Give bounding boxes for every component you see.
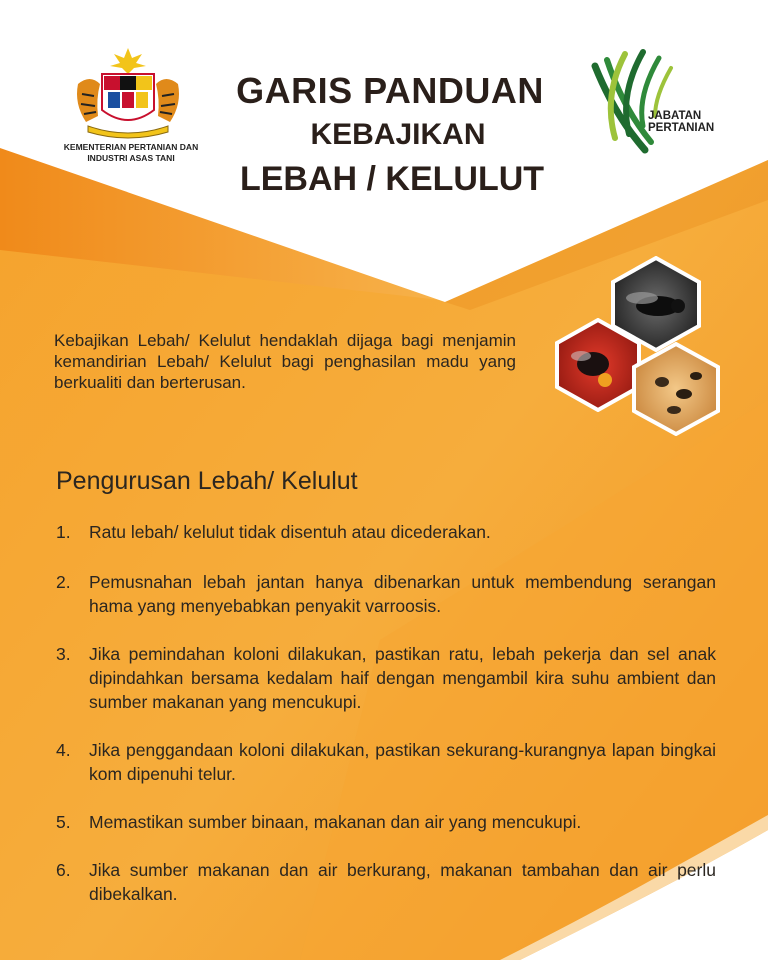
jabatan-pertanian-label xyxy=(648,110,714,134)
ministry-line-2: INDUSTRI ASAS TANI xyxy=(87,153,175,163)
item-text: Memastikan sumber binaan, makanan dan air yang mencukupi. xyxy=(89,812,582,832)
jabatan-line-2: PERTANIAN xyxy=(648,122,715,134)
coat-of-arms-icon xyxy=(68,44,188,142)
ministry-line-1: KEMENTERIAN PERTANIAN DAN xyxy=(63,142,199,152)
item-number: 2. xyxy=(56,572,71,592)
title-line-1: GARIS PANDUAN xyxy=(236,70,544,111)
section-heading: Pengurusan Lebah/ Kelulut xyxy=(56,467,358,495)
item-number: 5. xyxy=(56,812,71,832)
title-line-2: KEBAJIKAN xyxy=(310,118,486,151)
jabatan-pertanian-logo-icon xyxy=(585,46,675,154)
item-number: 4. xyxy=(56,740,71,760)
item-number: 6. xyxy=(56,860,71,880)
title-line-3: LEBAH / KELULUT xyxy=(239,160,545,198)
item-text: Jika sumber makanan dan air berkurang, makanan tambahan dan air perlu dibekalkan. xyxy=(89,860,716,904)
item-text: Pemusnahan lebah jantan hanya dibenarkan untuk membendung serangan hama yang menyebabkan penyakit varroosis. xyxy=(89,572,716,616)
item-text: Jika pemindahan koloni dilakukan, pastikan ratu, lebah pekerja dan sel anak dipindahkan bersama kedalam haif dengan mengambil kira suhu ambient dan sumber makanan yang mencukupi. xyxy=(89,644,716,712)
jabatan-line-1: JABATAN xyxy=(648,110,702,122)
bee-photo-hexagon-right xyxy=(630,342,722,436)
ministry-name xyxy=(56,142,206,164)
item-text: Jika penggandaan koloni dilakukan, pastikan sekurang-kurangnya lapan bingkai kom dipenuhi telur. xyxy=(89,740,716,784)
item-number: 1. xyxy=(56,522,71,542)
item-text: Ratu lebah/ kelulut tidak disentuh atau dicederakan. xyxy=(89,522,491,542)
item-number: 3. xyxy=(56,644,71,664)
intro-paragraph: Kebajikan Lebah/ Kelulut hendaklah dijaga bagi menjamin kemandirian Lebah/ Kelulut bagi penghasilan madu yang berkualiti dan berterusan. xyxy=(54,331,516,392)
